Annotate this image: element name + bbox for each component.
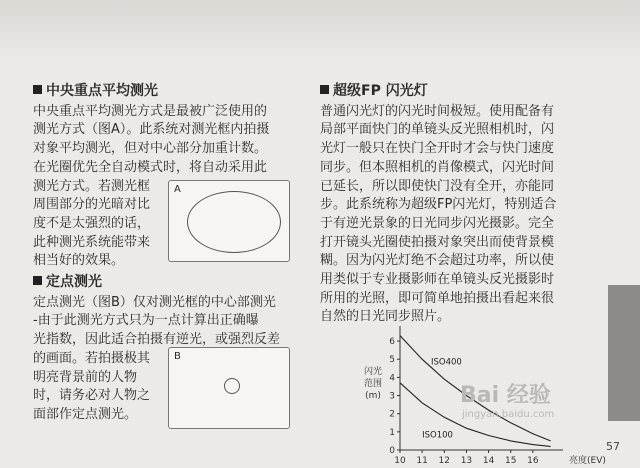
y-tick-label: 3 xyxy=(389,391,395,402)
text-line: 对象平均测光，但对中心部分加重计数。 xyxy=(33,141,268,157)
text-line: 于有逆光景象的日光同步闪光摄影。完全 xyxy=(320,215,555,231)
center-weighted-area-icon xyxy=(187,191,281,253)
text-line: 局部平面快门的单镜头反光照相机时，闪 xyxy=(320,122,555,138)
x-tick-label: 11 xyxy=(416,456,428,466)
figure-b-label: B xyxy=(174,351,181,362)
text-line: 面部作定点测光。 xyxy=(33,406,138,422)
page-top-shadow xyxy=(0,0,640,60)
text-line: 的画面。若拍摄极其 xyxy=(33,350,151,366)
super-fp-paragraph xyxy=(320,103,582,327)
x-tick-label: 10 xyxy=(394,456,406,466)
y-tick-label: 6 xyxy=(389,337,395,348)
text-line: 时，请务必对人物之 xyxy=(33,388,151,404)
text-line: 光灯一般只在快门全开时才会与快门速度 xyxy=(320,141,555,157)
x-tick-label: 12 xyxy=(438,456,451,466)
text-line: 自然的日光同步照片。 xyxy=(320,309,451,325)
page-number: 57 xyxy=(606,440,620,453)
text-line: 普通闪光灯的闪光时间极短。使用配备有 xyxy=(320,103,555,119)
y-tick-label: 5 xyxy=(389,355,395,366)
x-tick-label: 16 xyxy=(527,456,539,466)
text-line: 相当好的效果。 xyxy=(33,253,125,269)
heading-bullet-icon xyxy=(33,85,42,94)
x-tick-label: 13 xyxy=(460,456,473,466)
figure-b-viewfinder xyxy=(168,347,290,429)
x-axis-label: 亮度(EV) xyxy=(569,456,606,466)
text-line: 定点测光（图B）仅对测光框的中心部测光 xyxy=(33,294,276,310)
text-line: 光指数，因此适合拍摄有逆光，或强烈反差 xyxy=(33,332,281,348)
figure-a-label: A xyxy=(174,184,181,195)
text-line: 周围部分的光暗对比 xyxy=(33,197,151,213)
x-tick-label: 14 xyxy=(482,456,495,466)
heading-bullet-icon xyxy=(320,85,329,94)
y-tick-label: 2 xyxy=(389,409,395,420)
text-line: 测光方式（图A）。此系统对测光框内拍摄 xyxy=(33,122,270,138)
text-line: 此种测光系统能带来 xyxy=(33,234,151,250)
page-edge-tab xyxy=(608,285,640,421)
heading-bullet-icon xyxy=(33,276,42,285)
text-line: 同步。但本照相机的肖像模式，闪光时间 xyxy=(320,159,555,175)
text-line: -由于此测光方式只为一点计算出正确曝 xyxy=(33,313,259,329)
y-axis-label: 范围 xyxy=(363,378,383,389)
text-line: 糊。因为闪光灯绝不会超过功率，所以使 xyxy=(320,253,555,269)
section-heading-super-fp-flash: 超级FP 闪光灯 xyxy=(320,82,582,101)
y-axis-label: (m) xyxy=(365,390,381,401)
section-heading-center-weighted: 中央重点平均测光 xyxy=(33,82,295,101)
text-line: 中央重点平均测光方式是最被广泛使用的 xyxy=(33,103,268,119)
y-tick-label: 4 xyxy=(389,373,395,384)
right-column xyxy=(320,82,582,327)
y-axis-label: 闪光 xyxy=(363,366,383,377)
text-line: 用类似于专业摄影师在单镜头反光摄影时 xyxy=(320,272,555,288)
text-line: 测光方式。若测光框 xyxy=(33,178,151,194)
text-line: 度不是太强烈的话， xyxy=(33,215,151,231)
series-label: ISO400 xyxy=(431,357,462,368)
text-line: 步。此系统称为超级FP闪光灯，特别适合 xyxy=(320,197,557,213)
baidu-watermark: Bai 经验 xyxy=(460,383,551,408)
watermark-url: jingyan.baidu.com xyxy=(462,409,555,420)
series-label: ISO100 xyxy=(422,430,453,441)
text-line: 明亮背景前的人物 xyxy=(33,369,138,385)
text-line: 所用的光照，即可简单地拍摄出看起来很 xyxy=(320,290,555,306)
text-line: 已延长，所以即使快门没有全开，亦能同 xyxy=(320,178,555,194)
spot-area-icon xyxy=(224,378,240,394)
x-tick-label: 15 xyxy=(504,456,517,466)
figure-a-viewfinder xyxy=(168,180,290,262)
text-line: 在光圈优先全自动模式时，将自动采用此 xyxy=(33,159,268,175)
y-tick-label: 1 xyxy=(389,427,395,438)
text-line: 打开镜头光圈使拍摄对象突出而使背景模 xyxy=(320,234,555,250)
section-heading-spot-metering: 定点测光 xyxy=(33,273,295,292)
y-tick-label: 0 xyxy=(389,446,395,456)
